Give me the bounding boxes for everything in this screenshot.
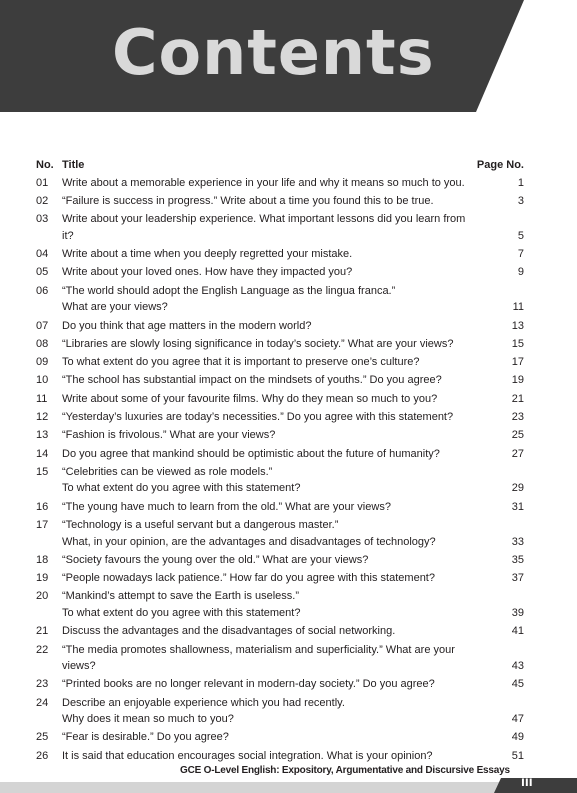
table-row [36,264,524,281]
entry-page: 49 [511,731,524,744]
entry-page: 27 [511,447,524,460]
entry-number: 05 [36,266,49,279]
table-row [36,499,524,516]
table-row [36,246,524,263]
table-row [36,570,524,587]
entry-number: 22 [36,643,49,656]
table-row [36,283,524,316]
entry-title: “Failure is success in progress.” Write about a time you found this to be true. [62,195,434,208]
table-row [36,446,524,463]
table-row [36,748,524,765]
entry-page: 45 [511,678,524,691]
entry-number: 21 [36,625,49,638]
entry-title: “The world should adopt the English Language as the lingua franca.” What are your views? [62,284,396,314]
entry-title: “People nowadays lack patience.” How far do you agree with this statement? [62,572,435,585]
table-row [36,409,524,426]
entry-number: 09 [36,356,49,369]
table-row [36,623,524,640]
table-row [36,318,524,335]
entry-title: “Fear is desirable.” Do you agree? [62,731,229,744]
table-row [36,695,524,728]
entry-page: 9 [517,266,524,279]
column-header-page: Page No. [476,159,524,171]
table-row [36,517,524,550]
entry-number: 20 [36,590,49,603]
entry-title: Describe an enjoyable experience which you had recently. Why does it mean so much to you? [62,696,345,726]
table-row [36,211,524,244]
column-header-no: No. [36,159,54,171]
entry-number: 17 [36,519,49,532]
entry-number: 10 [36,374,49,387]
entry-number: 19 [36,572,49,585]
entry-page: 11 [512,301,524,314]
entry-title: “Fashion is frivolous.” What are your views? [62,429,276,442]
entry-page: 1 [517,176,524,189]
entry-number: 12 [36,411,49,424]
entry-page: 7 [517,248,524,261]
entry-title: “The young have much to learn from the old.” What are your views? [62,500,391,513]
entry-number: 08 [36,337,49,350]
entry-page: 13 [511,319,524,332]
footer-book-title: GCE O-Level English: Expository, Argumentative and Discursive Essays [180,765,510,776]
entry-page: 23 [511,411,524,424]
entry-title: “Celebrities can be viewed as role models.” To what extent do you agree with this statement? [62,465,301,495]
entry-page: 17 [511,356,524,369]
table-row [36,464,524,497]
table-header [36,157,524,173]
footer-bar-shape [0,778,577,793]
entry-page: 41 [511,625,524,638]
entry-page: 33 [511,535,524,548]
entry-title: Discuss the advantages and the disadvantages of social networking. [62,625,396,638]
entry-number: 02 [36,195,49,208]
entry-page: 25 [511,429,524,442]
footer-bar [0,778,577,793]
table-row [36,193,524,210]
entry-page: 51 [511,749,524,762]
entry-title: “Technology is a useful servant but a dangerous master.” What, in your opinion, are the advantages and disadvantages of technology? [62,519,436,548]
entry-title: “Printed books are no longer relevant in modern-day society.” Do you agree? [62,678,435,691]
entry-title: “The school has substantial impact on the mindsets of youths.” Do you agree? [62,374,442,387]
entry-number: 25 [36,731,49,744]
entry-page: 3 [517,195,524,208]
table-body [36,175,524,764]
entry-page: 35 [511,553,524,566]
page-title: Contents [112,16,435,89]
table-row [36,588,524,621]
page-number: iii [521,773,533,789]
contents-table [36,157,524,764]
entry-title: Do you think that age matters in the modern world? [62,319,312,332]
entry-number: 11 [36,392,48,405]
entry-number: 13 [36,429,49,442]
entry-title: “Libraries are slowly losing significance in today’s society.” What are your views? [62,337,454,350]
entry-title: “The media promotes shallowness, materialism and superficiality.” What are your views? [62,643,455,673]
table-row [36,729,524,746]
entry-page: 15 [511,337,524,350]
entry-number: 14 [36,447,49,460]
entry-page: 29 [511,482,524,495]
column-header-title: Title [62,159,85,171]
entry-number: 06 [36,284,49,297]
entry-page: 43 [511,660,524,673]
table-row [36,391,524,408]
entry-number: 18 [36,553,49,566]
entry-number: 07 [36,319,49,332]
entry-number: 04 [36,248,49,261]
entry-title: Write about a time when you deeply regretted your mistake. [62,248,353,261]
entry-title: Do you agree that mankind should be optimistic about the future of humanity? [62,447,440,460]
entry-page: 5 [517,229,524,242]
header-band [0,0,577,112]
entry-page: 19 [511,374,524,387]
entry-page: 37 [511,572,524,585]
entry-number: 16 [36,500,49,513]
entry-title: Write about your loved ones. How have they impacted you? [62,266,353,279]
entry-title: “Yesterday’s luxuries are today’s necessities.” Do you agree with this statement? [62,411,454,424]
table-row [36,552,524,569]
table-row [36,642,524,675]
entry-page: 39 [511,606,524,619]
entry-number: 23 [36,678,49,691]
entry-title: To what extent do you agree that it is important to preserve one’s culture? [62,356,420,369]
entry-page: 31 [511,500,524,513]
table-row [36,354,524,371]
table-row [36,372,524,389]
table-row [36,336,524,353]
table-row [36,175,524,192]
entry-page: 21 [511,392,524,405]
entry-number: 15 [36,465,49,478]
entry-title: “Society favours the young over the old.” What are your views? [62,553,369,566]
entry-title: Write about some of your favourite films. Why do they mean so much to you? [62,392,438,405]
entry-number: 03 [36,213,49,226]
entry-title: Write about your leadership experience. What important lessons did you learn from it? [62,213,466,242]
table-row [36,676,524,693]
entry-number: 01 [36,176,49,189]
entry-number: 26 [36,749,49,762]
entry-number: 24 [36,696,49,709]
entry-page: 47 [511,713,524,726]
entry-title: It is said that education encourages social integration. What is your opinion? [62,749,433,762]
entry-title: Write about a memorable experience in your life and why it means so much to you. [62,176,465,189]
entry-title: “Mankind’s attempt to save the Earth is useless.” To what extent do you agree with this statement? [62,590,301,619]
table-row [36,427,524,444]
